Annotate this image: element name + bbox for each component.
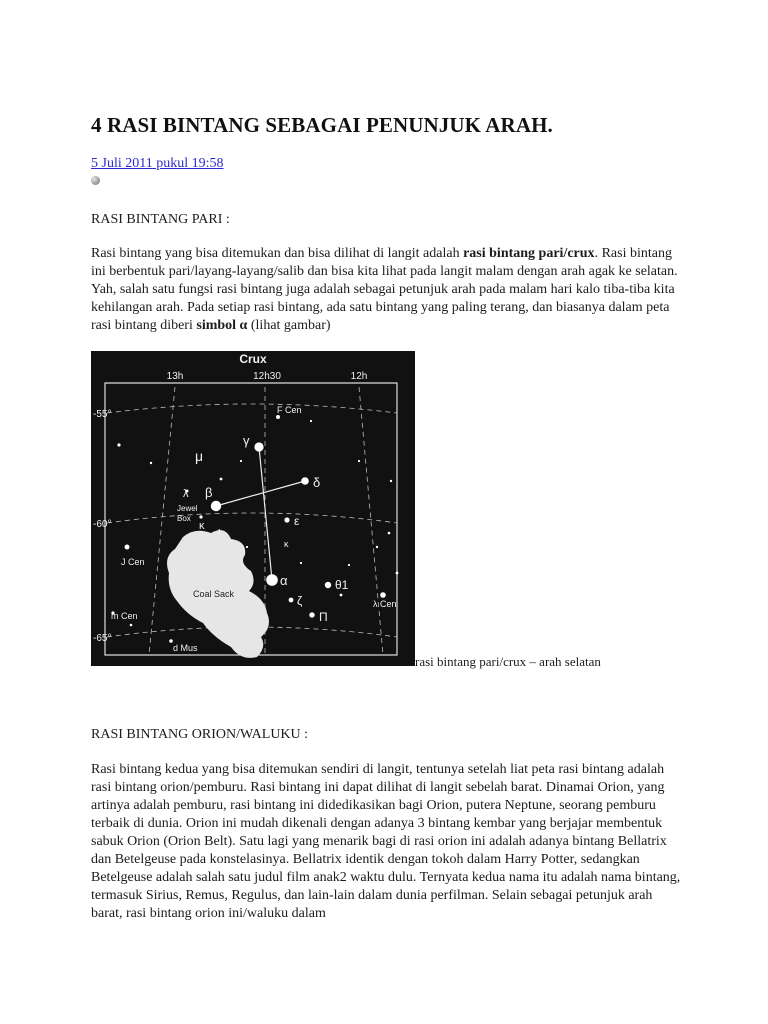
ra-label: 13h <box>166 371 184 382</box>
section-body-pari <box>91 245 681 335</box>
figure-caption: rasi bintang pari/crux – arah selatan <box>415 654 601 669</box>
iota-label: ι <box>218 526 221 538</box>
kappa-label: κ <box>199 520 205 532</box>
dec-label: -60° <box>93 519 112 530</box>
dec-label: -55° <box>93 409 112 420</box>
dec-label: -65° <box>93 633 112 644</box>
body-text: (lihat gambar) <box>247 318 331 333</box>
body-text: Rasi bintang yang bisa ditemukan dan bisa dilihat di langit adalah <box>91 246 464 261</box>
section-heading-orion: RASI BINTANG ORION/WALUKU : <box>91 727 309 742</box>
m-cen-label: m Cen <box>111 611 138 621</box>
coal-sack-label: Coal Sack <box>193 589 235 599</box>
beta-label: β <box>205 485 213 500</box>
section-body-orion: Rasi bintang kedua yang bisa ditemukan sendiri di langit, tentunya setelah liat peta rasi bintang adalah rasi bintang orion/pemburu. Rasi bintang ini dapat dilihat di langit sebelah barat. Dinamai Orion, yang artinya adalah pemburu, rasi bintang ini didedikasikan bagi Orion, putera Neptune, seorang pemburu terbaik di dunia. Orion ini mudah dikenali dengan adanya 3 bintang kembar yang berjajar membentuk sabuk Orion (Orion Belt). Satu lagi yang menarik bagi di rasi orion ini adalah adanya bintang Bellatrix dan Betelgeuse pada konstelasinya. Bellatrix identik dengan tokoh dalam Harry Potter, sedangkan Betelgeuse adalah salah satu judul film anak2 waktu dulu. Ternyata kedua nama itu adalah nama bintang, termasuk Sirius, Remus, Regulus, dan lain-lain dalam dunia perfilman. Selain sebagai petunjuk arah barat, rasi bintang orion ini/waluku dalam <box>91 762 681 921</box>
box-label: Box <box>177 514 191 523</box>
ra-label: 12h30 <box>253 371 281 382</box>
delta-label: δ <box>313 475 321 490</box>
globe-icon <box>91 176 100 185</box>
lambda-cen-label: λ Cen <box>373 599 397 609</box>
pi-label: Π <box>319 610 328 624</box>
gamma-label: γ <box>243 433 250 448</box>
theta1-label: θ1 <box>335 578 349 592</box>
mu-label: μ <box>195 448 204 464</box>
kappa-small-label: κ <box>284 539 289 549</box>
d-mus-label: d Mus <box>173 643 198 653</box>
body-text: . Rasi bintang ini berbentuk pari/layang-layang/salib dan bisa kita lihat pada langit malam dengan arah agak ke selatan. Yah, salah satu fungsi rasi bintang juga adalah sebagai petunjuk arah pada malam hari kalo tiba-tiba kita kehilangan arah. Pada setiap rasi bintang, ada satu bintang yang paling terang, dan biasanya dalam peta rasi bintang diberi <box>91 246 678 333</box>
article-title: 4 RASI BINTANG SEBAGAI PENUNJUK ARAH. <box>91 113 553 137</box>
ra-label: 12h <box>350 371 368 382</box>
map-title: Crux <box>239 352 267 366</box>
bold-text: rasi bintang pari/crux <box>463 246 595 261</box>
zeta-label: ζ <box>297 594 303 608</box>
crux-star-map <box>91 351 415 666</box>
lambda-label: λ <box>183 488 189 500</box>
alpha-label: α <box>280 573 288 588</box>
f-cen-label: F Cen <box>277 405 302 415</box>
section-heading-pari: RASI BINTANG PARI : <box>91 212 230 227</box>
date-link[interactable]: 5 Juli 2011 pukul 19:58 <box>91 156 224 171</box>
bold-text: simbol α <box>196 318 248 333</box>
jewel-label: Jewel <box>177 504 198 513</box>
epsilon-label: ε <box>294 514 300 528</box>
j-cen-label: J Cen <box>121 557 145 567</box>
